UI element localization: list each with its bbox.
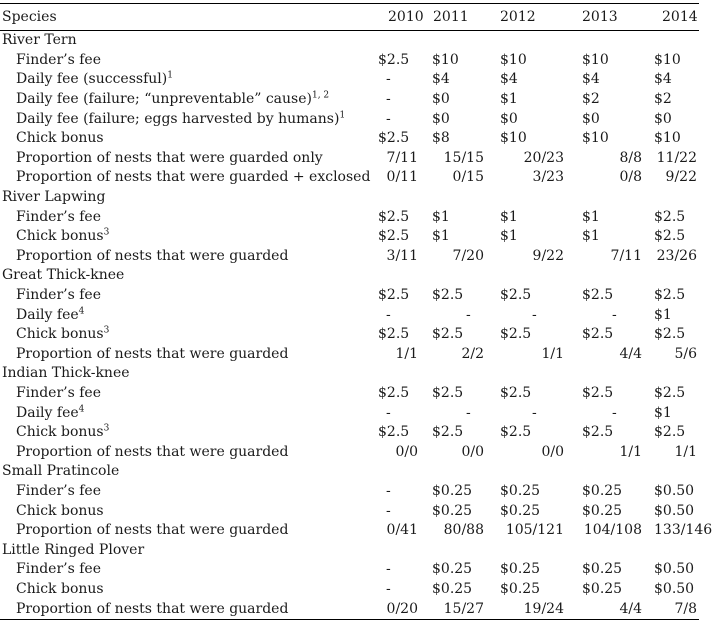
value-cell: 0/20 [372, 599, 430, 619]
value-cell: $2.5 [378, 228, 410, 245]
footnote-marker: 3 [103, 227, 110, 238]
value-cell: 15/27 [430, 599, 496, 619]
row-label: Proportion of nests that were guarded only [16, 149, 323, 166]
row-label-cell [0, 70, 372, 90]
value-cell: $0.25 [500, 502, 541, 519]
value-cell: $0.25 [500, 561, 541, 578]
table-row [0, 521, 699, 541]
value-cell: 11/22 [656, 149, 697, 166]
value-cell: $1 [654, 306, 672, 323]
row-label-cell [0, 580, 372, 600]
species-group-row [0, 540, 699, 560]
value-cell: $2.5 [378, 51, 410, 68]
row-label: Finder’s fee [16, 208, 101, 225]
value-cell: - [386, 110, 391, 127]
value-cell: $0.25 [432, 561, 473, 578]
row-label-cell [0, 442, 372, 462]
row-label-cell [0, 51, 372, 71]
row-label-cell [0, 423, 372, 443]
footnote-marker: 3 [103, 325, 110, 336]
species-group-row [0, 364, 699, 384]
row-label-cell [0, 129, 372, 149]
table-row [0, 70, 699, 90]
value-cell: $4 [432, 71, 450, 88]
row-label: Daily fee [16, 306, 79, 323]
species-column-header: Species [0, 4, 372, 31]
value-cell: $0 [582, 110, 600, 127]
value-cell: $1 [432, 208, 450, 225]
value-cell: 1/1 [619, 443, 642, 460]
value-cell: $2.5 [654, 208, 686, 225]
value-cell: $0.25 [582, 482, 623, 499]
value-cell: - [466, 404, 471, 421]
species-name: River Tern [2, 32, 77, 49]
value-cell: $2.5 [500, 287, 532, 304]
row-label: Chick bonus [16, 580, 104, 597]
species-group-row [0, 31, 699, 51]
value-cell: $8 [432, 130, 450, 147]
row-label-cell [0, 560, 372, 580]
value-cell: 2/2 [461, 345, 484, 362]
value-cell: $1 [500, 208, 518, 225]
value-cell: $1 [432, 228, 450, 245]
value-cell: $1 [500, 228, 518, 245]
species-name: Great Thick-knee [2, 267, 125, 284]
value-cell: 4/4 [576, 599, 654, 619]
value-cell: - [612, 306, 617, 323]
footnote-marker: 4 [78, 403, 85, 414]
species-group-row [0, 462, 699, 482]
value-cell: $2.5 [500, 384, 532, 401]
year-column-header: 2012 [496, 4, 576, 31]
row-label-cell [0, 305, 372, 325]
header-row [0, 4, 699, 31]
table-row [0, 501, 699, 521]
species-name: Indian Thick-knee [2, 365, 130, 382]
value-cell: - [386, 91, 391, 108]
row-label-cell [0, 599, 372, 619]
value-cell: $0.25 [500, 482, 541, 499]
table-row [0, 207, 699, 227]
table-row [0, 345, 699, 365]
value-cell: - [386, 482, 391, 499]
table-row [0, 482, 699, 502]
row-label-cell [0, 501, 372, 521]
value-cell: 0/41 [386, 522, 418, 539]
table-row [0, 247, 699, 267]
value-cell: 7/11 [610, 247, 642, 264]
value-cell: - [386, 561, 391, 578]
value-cell: $4 [582, 71, 600, 88]
value-cell: $10 [582, 51, 609, 68]
value-cell: $0.50 [654, 482, 695, 499]
value-cell: $0.25 [582, 580, 623, 597]
row-label: Proportion of nests that were guarded [16, 522, 289, 539]
value-cell: 3/11 [386, 247, 418, 264]
row-label-cell [0, 109, 372, 129]
value-cell: $0.25 [500, 580, 541, 597]
table-row [0, 384, 699, 404]
table-row [0, 129, 699, 149]
row-label-cell [0, 384, 372, 404]
value-cell: $0 [500, 110, 518, 127]
row-label-cell [0, 247, 372, 267]
value-cell: $10 [582, 130, 609, 147]
value-cell: $2.5 [654, 287, 686, 304]
value-cell: - [466, 306, 471, 323]
row-label: Chick bonus [16, 228, 104, 245]
value-cell: $2.5 [432, 287, 464, 304]
row-label: Finder’s fee [16, 561, 101, 578]
row-label: Finder’s fee [16, 384, 101, 401]
value-cell: 19/24 [496, 599, 576, 619]
table-row [0, 90, 699, 110]
value-cell: $0.25 [582, 561, 623, 578]
value-cell: $2.5 [432, 424, 464, 441]
value-cell: 7/11 [386, 149, 418, 166]
value-cell: 0/11 [386, 169, 418, 186]
row-label: Proportion of nests that were guarded + exclosed [16, 169, 371, 186]
row-label: Chick bonus [16, 326, 104, 343]
value-cell: $4 [500, 71, 518, 88]
row-label: Finder’s fee [16, 482, 101, 499]
value-cell: $0 [432, 110, 450, 127]
row-label: Daily fee (failure; “unpreventable” cause) [16, 91, 312, 108]
value-cell: $1 [582, 208, 600, 225]
row-label-cell [0, 149, 372, 169]
value-cell: $2.5 [582, 326, 614, 343]
row-label: Proportion of nests that were guarded [16, 345, 289, 362]
row-label-cell [0, 286, 372, 306]
value-cell: $2.5 [654, 384, 686, 401]
value-cell: 7/20 [452, 247, 484, 264]
year-column-header: 2013 [576, 4, 654, 31]
value-cell: 0/0 [461, 443, 484, 460]
payment-table [0, 3, 712, 620]
value-cell: $2.5 [432, 326, 464, 343]
row-label: Finder’s fee [16, 51, 101, 68]
row-label-cell [0, 90, 372, 110]
value-cell: $1 [654, 404, 672, 421]
value-cell: $2 [582, 91, 600, 108]
value-cell: $10 [432, 51, 459, 68]
value-cell: $10 [654, 51, 681, 68]
value-cell: $2.5 [654, 326, 686, 343]
value-cell: 1/1 [541, 345, 564, 362]
value-cell: 80/88 [443, 522, 484, 539]
value-cell: $2.5 [654, 228, 686, 245]
table-row [0, 442, 699, 462]
value-cell: $1 [582, 228, 600, 245]
table-row [0, 286, 699, 306]
row-label-cell [0, 521, 372, 541]
table-row [0, 580, 699, 600]
table-row [0, 168, 699, 188]
value-cell: $2.5 [582, 287, 614, 304]
footnote-marker: 1 [167, 70, 173, 81]
footnote-marker: 1 [339, 110, 346, 121]
footnote-marker: 1, 2 [311, 90, 330, 101]
value-cell: $10 [500, 51, 527, 68]
year-column-header: 2014 [654, 4, 699, 31]
row-label-cell [0, 168, 372, 188]
value-cell: $2.5 [432, 384, 464, 401]
row-label-cell [0, 227, 372, 247]
value-cell: $0 [654, 110, 672, 127]
value-cell: 20/23 [523, 149, 564, 166]
table-row [0, 403, 699, 423]
value-cell: $2.5 [500, 424, 532, 441]
species-name: River Lapwing [2, 189, 106, 206]
row-label: Daily fee [16, 404, 79, 421]
value-cell: - [386, 580, 391, 597]
value-cell: 23/26 [656, 247, 697, 264]
value-cell: 15/15 [443, 149, 484, 166]
value-cell: $0.50 [654, 561, 695, 578]
value-cell: 0/15 [452, 169, 484, 186]
row-label-cell [0, 207, 372, 227]
value-cell: 7/8 [654, 599, 699, 619]
table-row [0, 423, 699, 443]
table-row [0, 305, 699, 325]
footnote-marker: 4 [78, 305, 85, 316]
value-cell: $2.5 [378, 287, 410, 304]
value-cell: $10 [500, 130, 527, 147]
value-cell: 133/146 [654, 522, 712, 539]
value-cell: 104/108 [583, 522, 642, 539]
footnote-marker: 3 [103, 423, 110, 434]
value-cell: $0.25 [432, 502, 473, 519]
table-row [0, 109, 699, 129]
row-label: Chick bonus [16, 130, 104, 147]
value-cell: $1 [500, 91, 518, 108]
value-cell: $10 [654, 130, 681, 147]
value-cell: 9/22 [532, 247, 564, 264]
row-label: Proportion of nests that were guarded [16, 247, 289, 264]
value-cell: - [612, 404, 617, 421]
row-label-cell [0, 325, 372, 345]
value-cell: - [386, 71, 391, 88]
value-cell: $0.50 [654, 502, 695, 519]
value-cell: $2.5 [582, 424, 614, 441]
value-cell: 1/1 [395, 345, 418, 362]
value-cell: 5/6 [674, 345, 697, 362]
table-row [0, 51, 699, 71]
value-cell: 9/22 [665, 169, 697, 186]
table-row [0, 149, 699, 169]
value-cell: 0/8 [619, 169, 642, 186]
value-cell: 1/1 [674, 443, 697, 460]
value-cell: $0.25 [582, 502, 623, 519]
value-cell: 4/4 [619, 345, 642, 362]
row-label: Chick bonus [16, 502, 104, 519]
year-column-header: 2011 [430, 4, 496, 31]
table-row [0, 560, 699, 580]
value-cell: $2.5 [582, 384, 614, 401]
value-cell: - [386, 404, 391, 421]
row-label-cell [0, 345, 372, 365]
row-label-cell [0, 482, 372, 502]
value-cell: $4 [654, 71, 672, 88]
table-row [0, 227, 699, 247]
value-cell: $0.25 [432, 482, 473, 499]
value-cell: $2.5 [500, 326, 532, 343]
species-name: Small Pratincole [2, 463, 120, 480]
value-cell: $2.5 [378, 384, 410, 401]
value-cell: 3/23 [532, 169, 564, 186]
value-cell: $2.5 [654, 424, 686, 441]
row-label: Finder’s fee [16, 287, 101, 304]
row-label: Chick bonus [16, 424, 104, 441]
year-column-header: 2010 [372, 4, 430, 31]
value-cell: $2 [654, 91, 672, 108]
value-cell: 0/0 [395, 443, 418, 460]
table-row [0, 325, 699, 345]
row-label: Daily fee (failure; eggs harvested by humans) [16, 110, 340, 127]
table-row [0, 599, 699, 619]
species-name: Little Ringed Plover [2, 541, 145, 558]
value-cell: - [386, 502, 391, 519]
species-group-row [0, 266, 699, 286]
row-label: Daily fee (successful) [16, 71, 168, 88]
value-cell: 105/121 [505, 522, 564, 539]
value-cell: $0.50 [654, 580, 695, 597]
row-label: Proportion of nests that were guarded [16, 600, 289, 617]
row-label-cell [0, 403, 372, 423]
value-cell: - [386, 306, 391, 323]
value-cell: $2.5 [378, 424, 410, 441]
value-cell: 8/8 [619, 149, 642, 166]
table-body [0, 31, 712, 620]
value-cell: - [532, 404, 537, 421]
value-cell: $2.5 [378, 326, 410, 343]
value-cell: $0 [432, 91, 450, 108]
row-label: Proportion of nests that were guarded [16, 443, 289, 460]
value-cell: $2.5 [378, 208, 410, 225]
species-group-row [0, 188, 699, 208]
value-cell: 0/0 [541, 443, 564, 460]
value-cell: $0.25 [432, 580, 473, 597]
value-cell: - [532, 306, 537, 323]
value-cell: $2.5 [378, 130, 410, 147]
